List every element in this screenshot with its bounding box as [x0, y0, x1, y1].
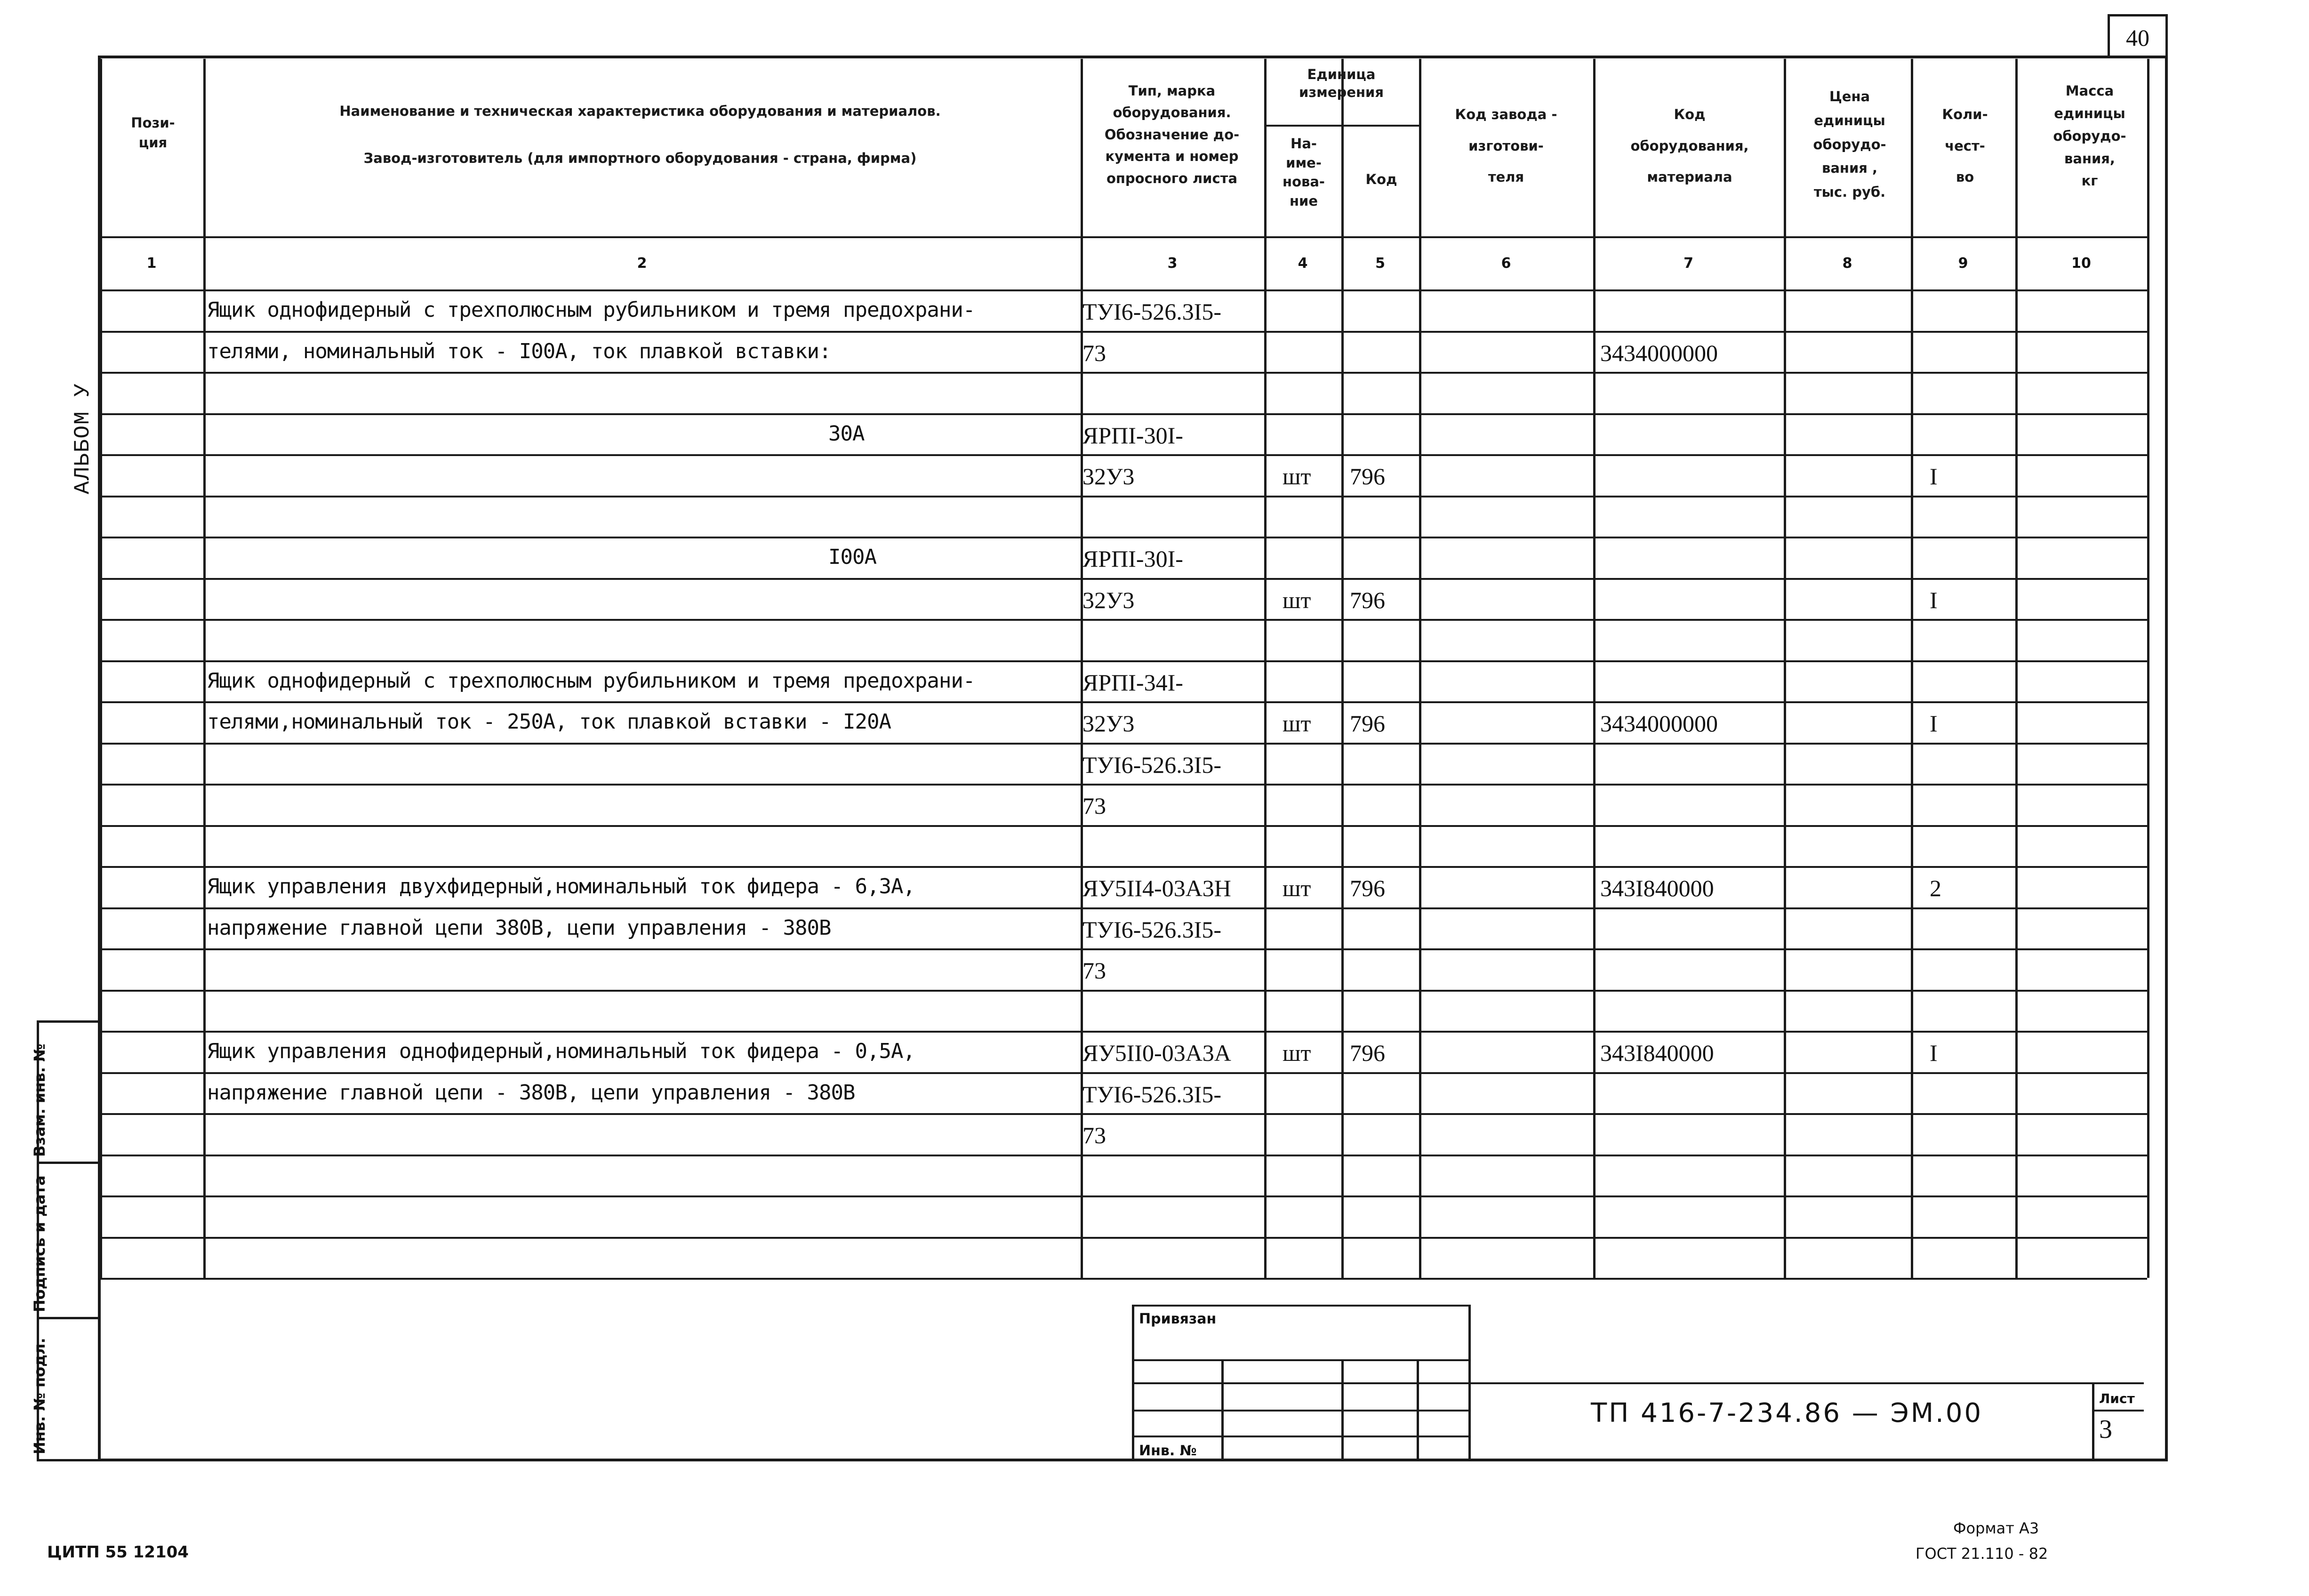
type-cell: ЯУ5II0-03А3А — [1082, 1040, 1231, 1066]
material-code-cell: 3434000000 — [1600, 339, 1718, 366]
column-rule — [1911, 59, 1913, 1278]
sheet-number-top: 40 — [2108, 14, 2168, 58]
header-name-line2: Завод-изготовитель (для импортного оборудования - страна, фирма) — [363, 150, 917, 166]
list-number: 3 — [2099, 1415, 2112, 1444]
row-rule — [100, 372, 2147, 374]
header-price: Цена единицы оборудо- вания , тыс. руб. — [1813, 88, 1886, 200]
row-rule — [100, 331, 2147, 333]
title-block-rule — [1132, 1305, 1134, 1461]
header-maker-code: Код завода - изготови- теля — [1455, 106, 1557, 185]
strip-vzam-label: Взам. инв. № — [31, 1043, 48, 1157]
header-position: Пози- ция — [131, 115, 175, 151]
inv-no-label: Инв. № — [1139, 1443, 1197, 1459]
type-cell: 73 — [1082, 957, 1106, 984]
document-designation: ТП 416-7-234.86 — ЭМ.00 — [1591, 1398, 1983, 1428]
row-rule — [100, 1113, 2147, 1115]
header-unit-name: На- име- нова- ние — [1283, 136, 1325, 209]
unit-code-cell: 796 — [1350, 710, 1385, 737]
unit-cell: шт — [1283, 1040, 1311, 1066]
unit-code-cell: 796 — [1350, 875, 1385, 901]
unit-cell: шт — [1283, 710, 1311, 737]
title-block-rule — [1132, 1436, 1471, 1437]
column-rule — [2147, 59, 2149, 1278]
numbers-rule — [100, 289, 2147, 291]
row-rule — [100, 1155, 2147, 1156]
desc-cell: Ящик однофидерный с трехполюсным рубильником и тремя предохрани- — [207, 668, 975, 693]
title-block-rule — [2092, 1382, 2094, 1461]
desc-cell: телями,номинальный ток - 250A, ток плавкой вставки - I20A — [207, 710, 891, 734]
unit-cell: шт — [1283, 875, 1311, 901]
row-rule — [100, 1195, 2147, 1197]
row-rule — [100, 537, 2147, 538]
material-code-cell: 3434000000 — [1600, 710, 1718, 737]
header-name-line1: Наименование и техническая характеристика оборудования и материалов. — [339, 103, 941, 119]
column-number: 9 — [1958, 255, 1968, 272]
column-rule — [1264, 59, 1267, 1278]
row-rule — [100, 990, 2147, 992]
column-rule — [1341, 59, 1344, 1278]
left-stamp-strip — [31, 1020, 101, 1461]
column-rule — [203, 59, 206, 1278]
row-rule — [100, 907, 2147, 909]
row-rule — [100, 784, 2147, 786]
unit-code-cell: 796 — [1350, 1040, 1385, 1066]
title-block-rule — [1132, 1410, 1471, 1412]
type-cell: 32У3 — [1082, 710, 1135, 737]
row-rule — [100, 948, 2147, 950]
type-cell: ЯРПI-34I- — [1082, 669, 1183, 696]
column-rule — [2015, 59, 2018, 1278]
desc-cell: Ящик управления однофидерный,номинальный ток фидера - 0,5A, — [207, 1039, 915, 1063]
strip-inv — [31, 1319, 98, 1459]
row-rule — [100, 454, 2147, 456]
type-cell: ЯУ5II4-03А3Н — [1082, 875, 1231, 901]
title-block-rule — [1132, 1382, 1471, 1384]
desc-cell: Ящик управления двухфидерный,номинальный ток фидера - 6,3A, — [207, 874, 915, 898]
strip-podpis-label: Подпись и дата — [31, 1175, 48, 1312]
unit-subheader-rule — [1264, 125, 1419, 127]
quantity-cell: I — [1930, 1040, 1938, 1066]
title-block-rule — [1132, 1359, 1471, 1361]
desc-cell: напряжение главной цепи 380В, цепи управления - 380В — [207, 915, 831, 940]
row-rule — [100, 866, 2147, 868]
type-cell: ЯРПI-30I- — [1082, 545, 1183, 572]
row-rule — [100, 413, 2147, 415]
header-quantity: Коли- чест- во — [1942, 106, 1988, 185]
privyazan-label: Привязан — [1139, 1311, 1217, 1327]
strip-podpis — [31, 1164, 98, 1319]
footer-code: ЦИТП 55 12104 — [47, 1543, 189, 1562]
format-label: Формат А3 — [1953, 1519, 2039, 1537]
column-rule — [1419, 59, 1421, 1278]
desc-cell: 30A — [828, 421, 865, 446]
title-block-rule — [2092, 1410, 2144, 1412]
unit-code-cell: 796 — [1350, 586, 1385, 613]
type-cell: ТУI6-526.3I5- — [1082, 916, 1222, 943]
type-cell: ТУI6-526.3I5- — [1082, 298, 1222, 325]
column-number: 7 — [1684, 255, 1693, 272]
desc-cell: телями, номинальный ток - I00A, ток плавкой вставки: — [207, 339, 831, 363]
title-block-rule — [1132, 1305, 1471, 1307]
unit-code-cell: 796 — [1350, 463, 1385, 489]
desc-cell: напряжение главной цепи - 380В, цепи управления - 380В — [207, 1080, 855, 1105]
material-code-cell: 343I840000 — [1600, 875, 1714, 901]
quantity-cell: 2 — [1930, 875, 1941, 901]
strip-vzam — [31, 1023, 98, 1164]
type-cell: ТУI6-526.3I5- — [1082, 751, 1222, 778]
header-rule — [100, 236, 2147, 238]
type-cell: 73 — [1082, 339, 1106, 366]
row-rule — [100, 619, 2147, 621]
row-rule — [100, 1237, 2147, 1239]
column-number: 1 — [146, 255, 157, 272]
column-rule — [1593, 59, 1595, 1278]
title-block-rule — [1417, 1359, 1419, 1461]
column-number: 5 — [1375, 255, 1385, 272]
column-rule — [1784, 59, 1786, 1278]
column-number: 8 — [1842, 255, 1852, 272]
type-cell: 32У3 — [1082, 586, 1135, 613]
album-label: АЛЬБОМ У — [71, 383, 95, 494]
column-rule — [100, 59, 102, 1278]
type-cell: ЯРПI-30I- — [1082, 422, 1183, 449]
row-rule — [100, 825, 2147, 827]
row-rule — [100, 1072, 2147, 1074]
row-rule — [100, 496, 2147, 497]
column-number: 3 — [1167, 255, 1178, 272]
type-cell: 32У3 — [1082, 463, 1135, 489]
type-cell: 73 — [1082, 793, 1106, 819]
header-type: Тип, марка оборудования. Обозначение до- кумента и номер опросного листа — [1104, 83, 1240, 186]
type-cell: ТУI6-526.3I5- — [1082, 1081, 1222, 1107]
type-cell: 73 — [1082, 1122, 1106, 1148]
title-block-rule — [1468, 1305, 1471, 1461]
row-rule — [100, 743, 2147, 745]
unit-cell: шт — [1283, 463, 1311, 489]
title-block-rule — [1341, 1359, 1344, 1461]
desc-cell: I00A — [828, 545, 876, 569]
column-number: 10 — [2071, 255, 2091, 272]
row-rule — [100, 578, 2147, 580]
column-number: 2 — [637, 255, 647, 272]
gost-label: ГОСТ 21.110 - 82 — [1916, 1545, 2048, 1563]
desc-cell: Ящик однофидерный с трехполюсным рубильником и тремя предохрани- — [207, 298, 975, 322]
header-material-code: Код оборудования, материала — [1630, 106, 1749, 185]
header-mass: Масса единицы оборудо- вания, кг — [2053, 83, 2126, 189]
header-unit-code: Код — [1365, 171, 1397, 187]
list-label: Лист — [2099, 1391, 2135, 1406]
unit-cell: шт — [1283, 586, 1311, 613]
column-number: 6 — [1501, 255, 1511, 272]
row-rule — [100, 1031, 2147, 1033]
strip-inv-label: Инв. № подл. — [31, 1338, 48, 1454]
quantity-cell: I — [1930, 586, 1938, 613]
title-block-rule — [1221, 1359, 1224, 1461]
row-rule — [100, 701, 2147, 703]
material-code-cell: 343I840000 — [1600, 1040, 1714, 1066]
title-block-rule — [1471, 1382, 2144, 1384]
column-number: 4 — [1298, 255, 1308, 272]
row-rule — [100, 660, 2147, 662]
row-rule — [100, 1278, 2147, 1280]
header-unit: Единица измерения — [1299, 66, 1384, 100]
quantity-cell: I — [1930, 463, 1938, 489]
quantity-cell: I — [1930, 710, 1938, 737]
